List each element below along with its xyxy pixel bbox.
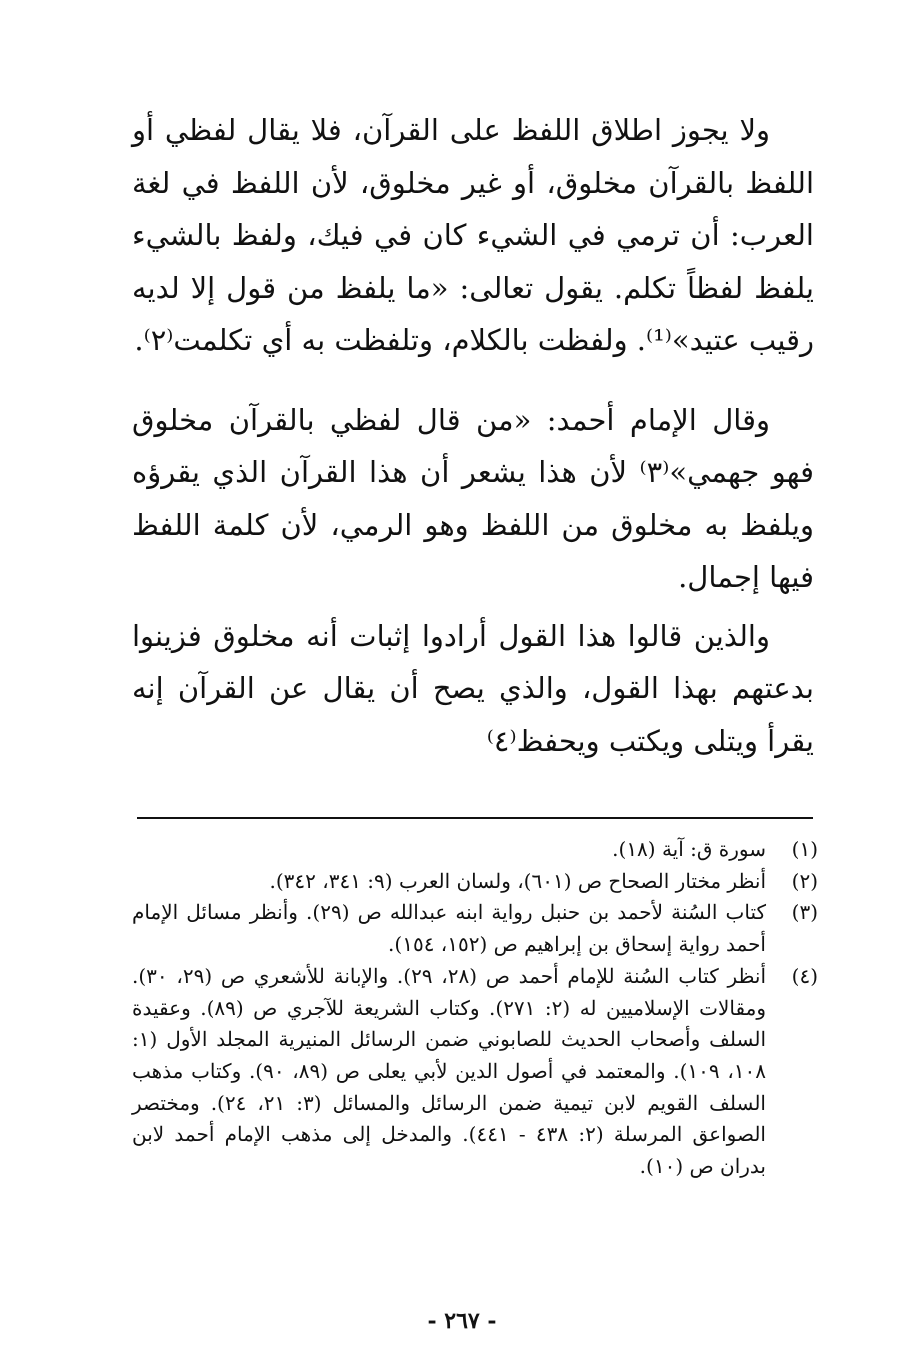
footnote-text: سورة ق: آية (١٨). — [612, 837, 766, 861]
footnote-2 — [132, 866, 818, 898]
footnote-number: (٤) — [791, 963, 818, 988]
page-number: - ٢٦٧ - — [427, 1308, 497, 1334]
footnote-text: أنظر كتاب السُنة للإمام أحمد ص (٢٨، ٢٩). والإبانة للأشعري ص (٢٩، ٣٠). ومقالات الإسلاميين له (٢: ٢٧١). وكتاب الشريعة للآجري ص (٨٩). وعقيدة السلف وأصحاب الحديث للصابوني ضمن الرسائل المنيرية المجلد الأول (١: ١٠٨، ١٠٩). والمعتمد في أصول الدين لأبي يعلى ص (٨٩، ٩٠). وكتاب مذهب السلف القويم لابن تيمية ضمن الرسائل والمسائل (٣: ٢١، ٢٤). ومختصر الصواعق المرسلة (٢: ٤٣٨ - ٤٤١). والمدخل إلى مذهب الإمام أحمد لابن بدران ص (١٠). — [132, 963, 767, 1179]
footnote-1 — [132, 834, 818, 866]
paragraph-spacer — [132, 367, 814, 394]
footnote-3 — [132, 897, 818, 960]
main-text — [132, 104, 814, 767]
footnotes — [132, 834, 818, 1183]
paragraph-lafz-definition: ولا يجوز اطلاق اللفظ على القرآن، فلا يقال لفظي أو اللفظ بالقرآن مخلوق، أو غير مخلوق، لأن اللفظ في لغة العرب: أن ترمي في الشيء كان في فيك، ولفظ بالشيء يلفظ لفظاً تكلم. يقول تعالى: «ما يلفظ من قول إلا لديه رقيب عتيد»⁽¹⁾. ولفظت بالكلام، وتلفظت به أي تكلمت⁽٢⁾. — [132, 113, 814, 357]
footnote-text: كتاب السُنة لأحمد بن حنبل رواية ابنه عبدالله ص (٢٩). وأنظر مسائل الإمام أحمد رواية إسحاق بن إبراهيم ص (١٥٢، ١٥٤). — [132, 900, 766, 957]
paragraph-imam-ahmad-quote: وقال الإمام أحمد: «من قال لفظي بالقرآن مخلوق فهو جهمي»⁽٣⁾ لأن هذا يشعر أن هذا القرآن الذي يقرؤه ويلفظ به مخلوق من اللفظ وهو الرمي، لأن كلمة اللفظ فيها إجمال. — [132, 402, 814, 594]
footnote-separator — [137, 817, 813, 819]
footnote-number: (١) — [791, 837, 818, 861]
paragraph-innovation: والذين قالوا هذا القول أرادوا إثبات أنه مخلوق فزينوا بدعتهم بهذا القول، والذي يصح أن يقال عن القرآن إنه يقرأ ويتلى ويكتب ويحفظ⁽٤⁾ — [132, 618, 814, 758]
footnote-text: أنظر مختار الصحاح ص (٦٠١)، ولسان العرب (٩: ٣٤١، ٣٤٢). — [269, 868, 766, 893]
footnote-number: (٢) — [791, 868, 818, 893]
footnote-4 — [132, 961, 818, 1183]
footnote-number: (٣) — [791, 900, 818, 925]
